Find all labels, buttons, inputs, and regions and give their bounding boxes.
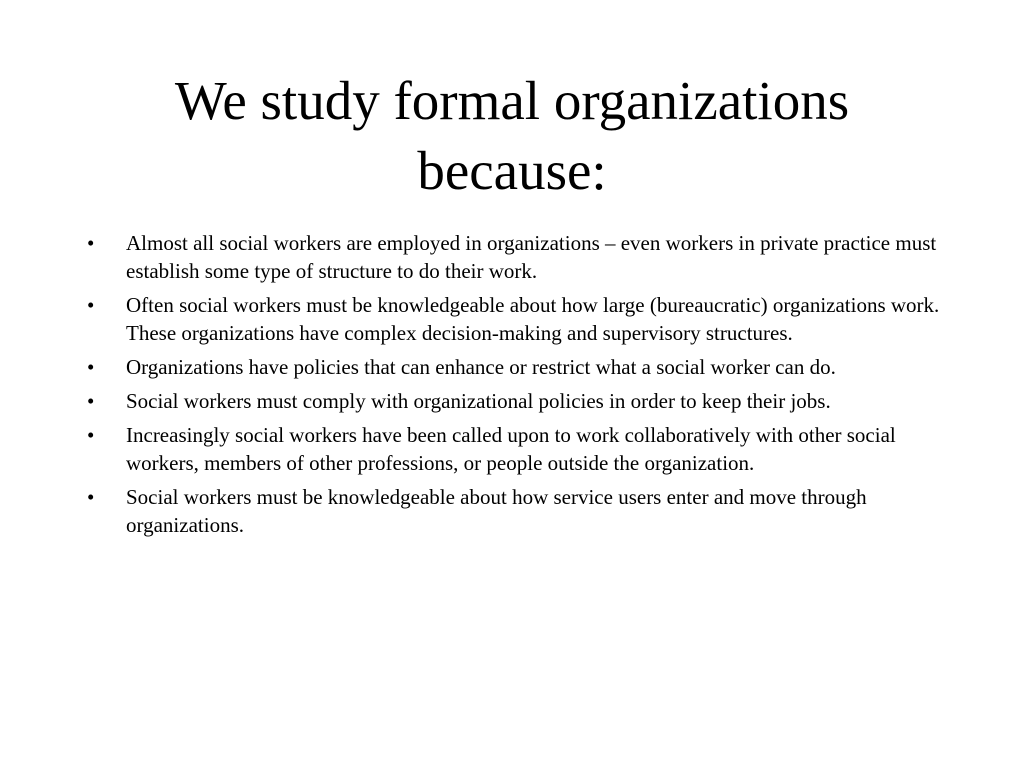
bullet-marker: • [87,231,95,255]
bullet-item-service-users [0,483,1024,539]
slide-title-line-2: because: [417,140,607,201]
bullet-item-policies [0,353,1024,381]
bullet-marker: • [87,485,95,509]
bullet-text: Increasingly social workers have been called upon to work collaboratively with other social workers, members of other professions, or people outside the organization. [126,423,896,475]
bullet-text: Often social workers must be knowledgeable about how large (bureaucratic) organizations work. These organizations have complex decision-making and supervisory structures. [126,293,940,345]
bullet-marker: • [87,389,95,413]
slide-title [0,66,1024,206]
bullet-marker: • [87,423,95,447]
bullet-item-employed-in-organizations [0,229,1024,285]
bullet-list [0,229,1024,545]
bullet-text: Organizations have policies that can enhance or restrict what a social worker can do. [126,355,836,379]
bullet-text: Social workers must be knowledgeable about how service users enter and move through organizations. [126,485,867,537]
bullet-marker: • [87,355,95,379]
bullet-item-large-organizations [0,291,1024,347]
bullet-text: Social workers must comply with organizational policies in order to keep their jobs. [126,389,831,413]
bullet-marker: • [87,293,95,317]
bullet-item-comply [0,387,1024,415]
slide-title-line-1: We study formal organizations [174,70,850,131]
bullet-item-collaborate [0,421,1024,477]
bullet-text: Almost all social workers are employed in organizations – even workers in private practice must establish some type of structure to do their work. [126,231,937,283]
